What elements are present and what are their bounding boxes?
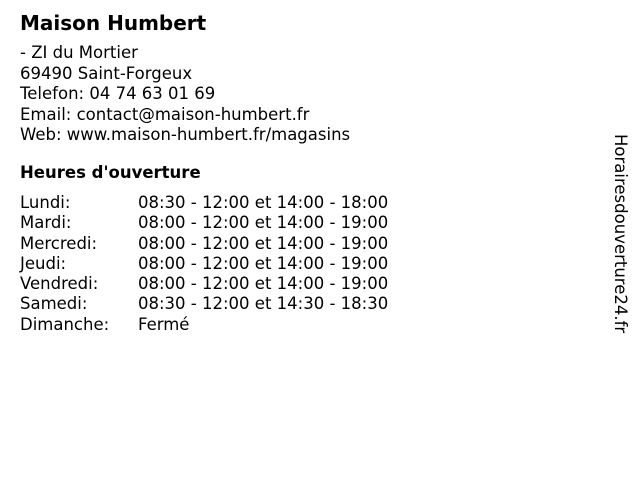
address-block — [20, 43, 350, 146]
address-city: 69490 Saint-Forgeux — [20, 63, 193, 83]
day-label: Jeudi: — [20, 253, 67, 273]
day-hours: 08:00 - 12:00 et 14:00 - 19:00 — [138, 274, 389, 294]
day-label: Dimanche: — [20, 314, 110, 334]
day-hours: 08:00 - 12:00 et 14:00 - 19:00 — [138, 233, 389, 253]
day-label: Mercredi: — [20, 233, 98, 253]
day-label: Mardi: — [20, 213, 72, 233]
address-street: - ZI du Mortier — [20, 43, 138, 62]
day-hours: 08:30 - 12:00 et 14:00 - 18:00 — [138, 193, 389, 212]
phone-line: Telefon: 04 74 63 01 69 — [20, 84, 216, 103]
day-hours: 08:00 - 12:00 et 14:00 - 19:00 — [138, 253, 389, 273]
day-label: Lundi: — [20, 193, 71, 212]
day-hours: 08:00 - 12:00 et 14:00 - 19:00 — [138, 213, 389, 233]
day-hours: 08:30 - 12:00 et 14:30 - 18:30 — [138, 294, 389, 314]
web-line: Web: www.maison-humbert.fr/magasins — [20, 125, 351, 144]
email-line: Email: contact@maison-humbert.fr — [20, 104, 310, 124]
day-hours: Fermé — [138, 314, 190, 334]
site-watermark: Horairesdouverture24.fr — [611, 134, 630, 334]
hours-heading: Heures d'ouverture — [20, 163, 201, 182]
day-label: Vendredi: — [20, 274, 99, 294]
day-label: Samedi: — [20, 294, 88, 314]
business-name: Maison Humbert — [20, 11, 207, 35]
